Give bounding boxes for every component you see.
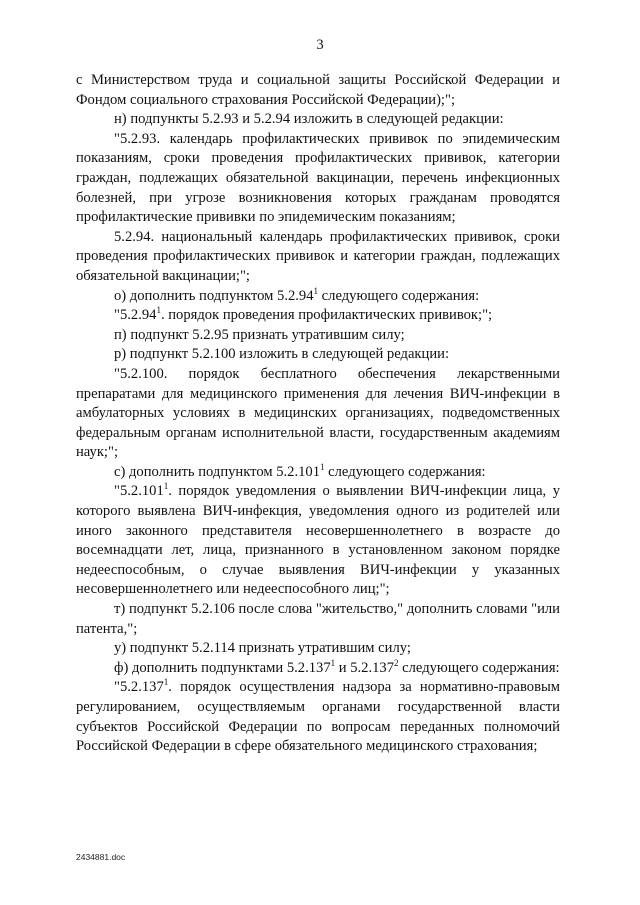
paragraph-continuation: с Министерством труда и социальной защиты Российской Федерации и Фондом социального страхования Российской Федерации);";	[76, 72, 560, 108]
paragraph-text: с) дополнить подпунктом 5.2.101	[114, 463, 321, 480]
superscript: 1	[313, 285, 319, 296]
paragraph-text: "5.2.94	[114, 307, 157, 324]
paragraph-item-t: т) подпункт 5.2.106 после слова "жительство," дополнить словами "или патента,";	[76, 601, 560, 637]
paragraph-text: . порядок уведомления о выявлении ВИЧ-инфекции лица, у которого выявлена ВИЧ-инфекция, уведомления одного из родителей или иного законного представителя несовершеннолетнего в возрасте до восемнадцати лет, лица, признанного в установленном законом порядке недееспособным, о случае выявления ВИЧ-инфекции у указанных несовершеннолетнего или недееспособного лиц;";	[76, 483, 560, 598]
paragraph-item-o	[76, 287, 560, 307]
superscript: 1	[163, 677, 169, 688]
superscript: 1	[156, 305, 161, 316]
superscript: 1	[163, 481, 169, 492]
paragraph-item-n: н) подпункты 5.2.93 и 5.2.94 изложить в следующей редакции:	[114, 111, 504, 128]
paragraph-5-2-101-1	[76, 482, 560, 600]
paragraph-5-2-100: "5.2.100. порядок бесплатного обеспечения лекарственными препаратами для медицинского применения для лечения ВИЧ-инфекции в амбулаторных условиях в медицинских организациях, подведомственных федеральным органам исполнительной власти, государственным академиям наук;";	[76, 365, 560, 461]
paragraph-text: следующего содержания:	[398, 659, 560, 676]
paragraph-text: ф) дополнить подпунктами 5.2.137	[114, 659, 331, 676]
superscript: 1	[330, 657, 336, 668]
paragraph-5-2-94: 5.2.94. национальный календарь профилактических прививок, сроки проведения профилактических прививок и категории граждан, подлежащих обязательной вакцинации;";	[76, 228, 560, 284]
page-number: 3	[316, 37, 324, 53]
paragraph-text: "5.2.137	[114, 679, 164, 696]
paragraph-text: о) дополнить подпунктом 5.2.94	[114, 287, 314, 304]
paragraph-text: и 5.2.137	[335, 659, 395, 676]
paragraph-item-u: у) подпункт 5.2.114 признать утратившим силу;	[114, 640, 411, 657]
superscript: 1	[320, 461, 325, 472]
paragraph-5-2-137-1	[76, 678, 560, 756]
document-body	[76, 71, 560, 757]
paragraph-text: . порядок осуществления надзора за нормативно-правовым регулированием, осуществляемым органами государственной власти субъектов Российской Федерации по вопросам переданных полномочий Российской Федерации в сфере обязательного медицинского страхования;	[76, 679, 560, 755]
paragraph-item-r: р) подпункт 5.2.100 изложить в следующей редакции:	[114, 346, 449, 363]
paragraph-text: следующего содержания:	[318, 287, 480, 304]
paragraph-text: "5.2.101	[114, 483, 164, 500]
paragraph-item-s	[76, 463, 560, 483]
paragraph-item-p: п) подпункт 5.2.95 признать утратившим силу;	[114, 326, 405, 343]
paragraph-text: следующего содержания:	[324, 463, 486, 480]
superscript: 2	[394, 657, 399, 668]
document-id: 2434881.doc	[76, 852, 126, 862]
paragraph-item-f	[76, 659, 560, 679]
paragraph-5-2-94-1	[76, 306, 560, 326]
paragraph-text: . порядок проведения профилактических прививок;";	[160, 307, 493, 324]
paragraph-5-2-93: "5.2.93. календарь профилактических прививок по эпидемическим показаниям, сроки проведения профилактических прививок, категории граждан, подлежащих обязательной вакцинации, перечень инфекционных болезней, при угрозе возникновения которых гражданам проводятся профилактические прививки по эпидемическим показаниям;	[76, 130, 560, 226]
